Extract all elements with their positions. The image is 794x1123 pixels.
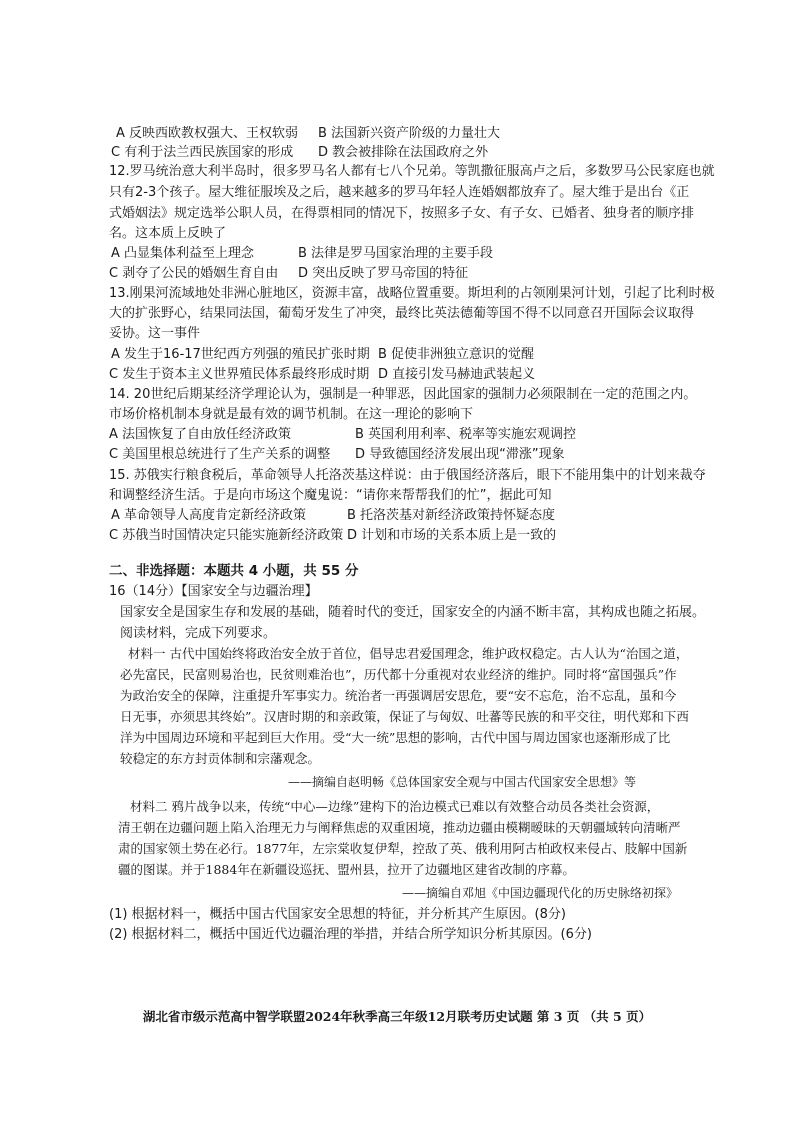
section-heading: 二、非选择题：本题共 4 小题，共 55 分: [109, 563, 359, 579]
q12-stem-line: 12.罗马统治意大利半岛时，很多罗马名人都有七八个兄弟。等凯撒征服高卢之后，多数罗马公民家庭也就: [109, 164, 715, 179]
page-footer: 湖北省市级示范高中智学联盟2024年秋季高三年级12月联考历史试题 第 3 页 （共 5 页）: [142, 1009, 652, 1024]
material-1-line: 洋为中国周边环境和平起到巨大作用。受“大一统”思想的影响，古代中国与周边国家也逐渐形成了比: [120, 730, 671, 745]
material-1-line: 较稳定的东方封贡体制和宗藩观念。: [120, 751, 321, 766]
material-1-line: 日无事，亦须思其终始”。汉唐时期的和亲政策，保证了与匈奴、吐蕃等民族的和平交往，明代郑和下西: [120, 709, 689, 724]
q15-stem-line: 和调整经济生活。于是向市场这个魔鬼说：“请你来帮帮我们的忙”，据此可知: [109, 488, 552, 503]
material-1-line: 必先富民，民富则易治也，民贫则难治也”，历代都十分重视对农业经济的维护。同时将“富国强兵”作: [120, 667, 677, 682]
q12-option-d: D 突出反映了罗马帝国的特征: [298, 266, 469, 281]
q13-option-a: A 发生于16-17世纪西方列强的殖民扩张时期: [111, 347, 370, 362]
q15-option-b: B 托洛茨基对新经济政策持怀疑态度: [347, 508, 556, 523]
q16-intro-line: 国家安全是国家生存和发展的基础，随着时代的变迁，国家安全的内涵不断丰富，其构成也随之拓展。: [120, 605, 706, 620]
q12-option-a: A 凸显集体利益至上理念: [111, 246, 255, 261]
q11-option-d: D 教会被排除在法国政府之外: [318, 145, 489, 160]
q13-stem-line: 妥协。这一事件: [109, 326, 201, 341]
q14-stem-line: 14. 20世纪后期某经济学理论认为，强制是一种罪恶，因此国家的强制力必须限制在一定的范围之内。: [109, 387, 697, 402]
material-2-line: 疆的图谋。并于1884年在新疆设巡抚、盟州县，拉开了边疆地区建省改制的序幕。: [118, 862, 575, 877]
q13-stem-line: 大的扩张野心，结果同法国，葡萄牙发生了冲突，最终比英法德葡等国不得不以同意召开国际会议取得: [109, 306, 695, 321]
q14-option-c: C 美国里根总统进行了生产关系的调整: [109, 447, 331, 462]
material-2-line: 清王朝在边疆问题上陷入治理无力与阐释焦虑的双重困境，推动边疆由模糊暧昧的天朝疆域转向清晰严: [118, 820, 681, 835]
q12-stem-line: 名。这本质上反映了: [109, 226, 227, 241]
q16-intro-line: 阅读材料，完成下列要求。: [120, 626, 277, 641]
q12-stem-line: 式婚姻法》规定选举公职人员，在得票相同的情况下，按照多子女、有子女、已婚者、独身者的顺序排: [109, 206, 695, 221]
q14-option-d: D 导致德国经济发展出现“滞涨”现象: [355, 447, 565, 462]
q16-header: 16（14分）【国家安全与边疆治理】: [109, 584, 318, 599]
q14-option-a: A 法国恢复了自由放任经济政策: [109, 427, 292, 442]
q16-subquestion-1: (1) 根据材料一，概括中国古代国家安全思想的特征，并分析其产生原因。(8分): [109, 907, 566, 922]
q16-subquestion-2: (2) 根据材料二，概括中国近代边疆治理的举措，并结合所学知识分析其原因。(6分): [109, 927, 592, 942]
q11-option-a: A 反映西欧教权强大、王权软弱: [116, 126, 299, 141]
q14-stem-line: 市场价格机制本身就是最有效的调节机制。在这一理论的影响下: [109, 407, 474, 422]
q15-option-d: D 计划和市场的关系本质上是一致的: [347, 528, 557, 543]
q12-stem-line: 只有2-3个孩子。屋大维征服埃及之后，越来越多的罗马年轻人连婚姻都放弃了。屋大维于是出台《正: [109, 185, 690, 200]
q13-option-b: B 促使非洲独立意识的觉醒: [378, 347, 535, 362]
q13-stem-line: 13.刚果河流域地处非洲心脏地区，资源丰富，战略位置重要。斯坦利的占领刚果河计划，引起了比利时极: [109, 286, 715, 301]
material-2-line: 材料二 鸦片战争以来，传统“中心—边缘”建构下的治边模式已难以有效整合动员各类社会资源，: [130, 799, 660, 814]
q13-option-c: C 发生于资本主义世界殖民体系最终形成时期: [109, 367, 370, 382]
q11-option-c: C 有利于法兰西民族国家的形成: [111, 145, 294, 160]
material-1-source: ——摘编自赵明畅《总体国家安全观与中国古代国家安全思想》等: [288, 775, 637, 789]
material-2-source: ——摘编自邓旭《中国边疆现代化的历史脉络初探》: [402, 886, 679, 900]
q15-stem-line: 15. 苏俄实行粮食税后，革命领导人托洛茨基这样说：由于俄国经济落后，眼下不能用集中的计划来裁夺: [109, 468, 706, 483]
q14-option-b: B 英国利用利率、税率等实施宏观调控: [355, 427, 577, 442]
material-1-line: 材料一 古代中国始终将政治安全放于首位，倡导忠君爱国理念，维护政权稳定。古人认为“治国之道，: [128, 646, 689, 661]
q13-option-d: D 直接引发马赫迪武装起义: [378, 367, 536, 382]
q12-option-c: C 剥夺了公民的婚姻生育自由: [109, 266, 279, 281]
q12-option-b: B 法律是罗马国家治理的主要手段: [298, 246, 494, 261]
q11-option-b: B 法国新兴资产阶级的力量壮大: [318, 126, 501, 141]
material-2-line: 肃的国家领土势在必行。1877年，左宗棠收复伊犁，控敌了英、俄利用阿古柏政权来侵占、肢解中国新: [118, 841, 688, 856]
material-1-line: 为政治安全的保障，注重提升军事实力。统治者一再强调居安思危，要“安不忘危，治不忘乱，虽和今: [120, 688, 677, 703]
q15-option-a: A 革命领导人高度肯定新经济政策: [111, 508, 307, 523]
q15-option-c: C 苏俄当时国情决定只能实施新经济政策: [109, 528, 344, 543]
